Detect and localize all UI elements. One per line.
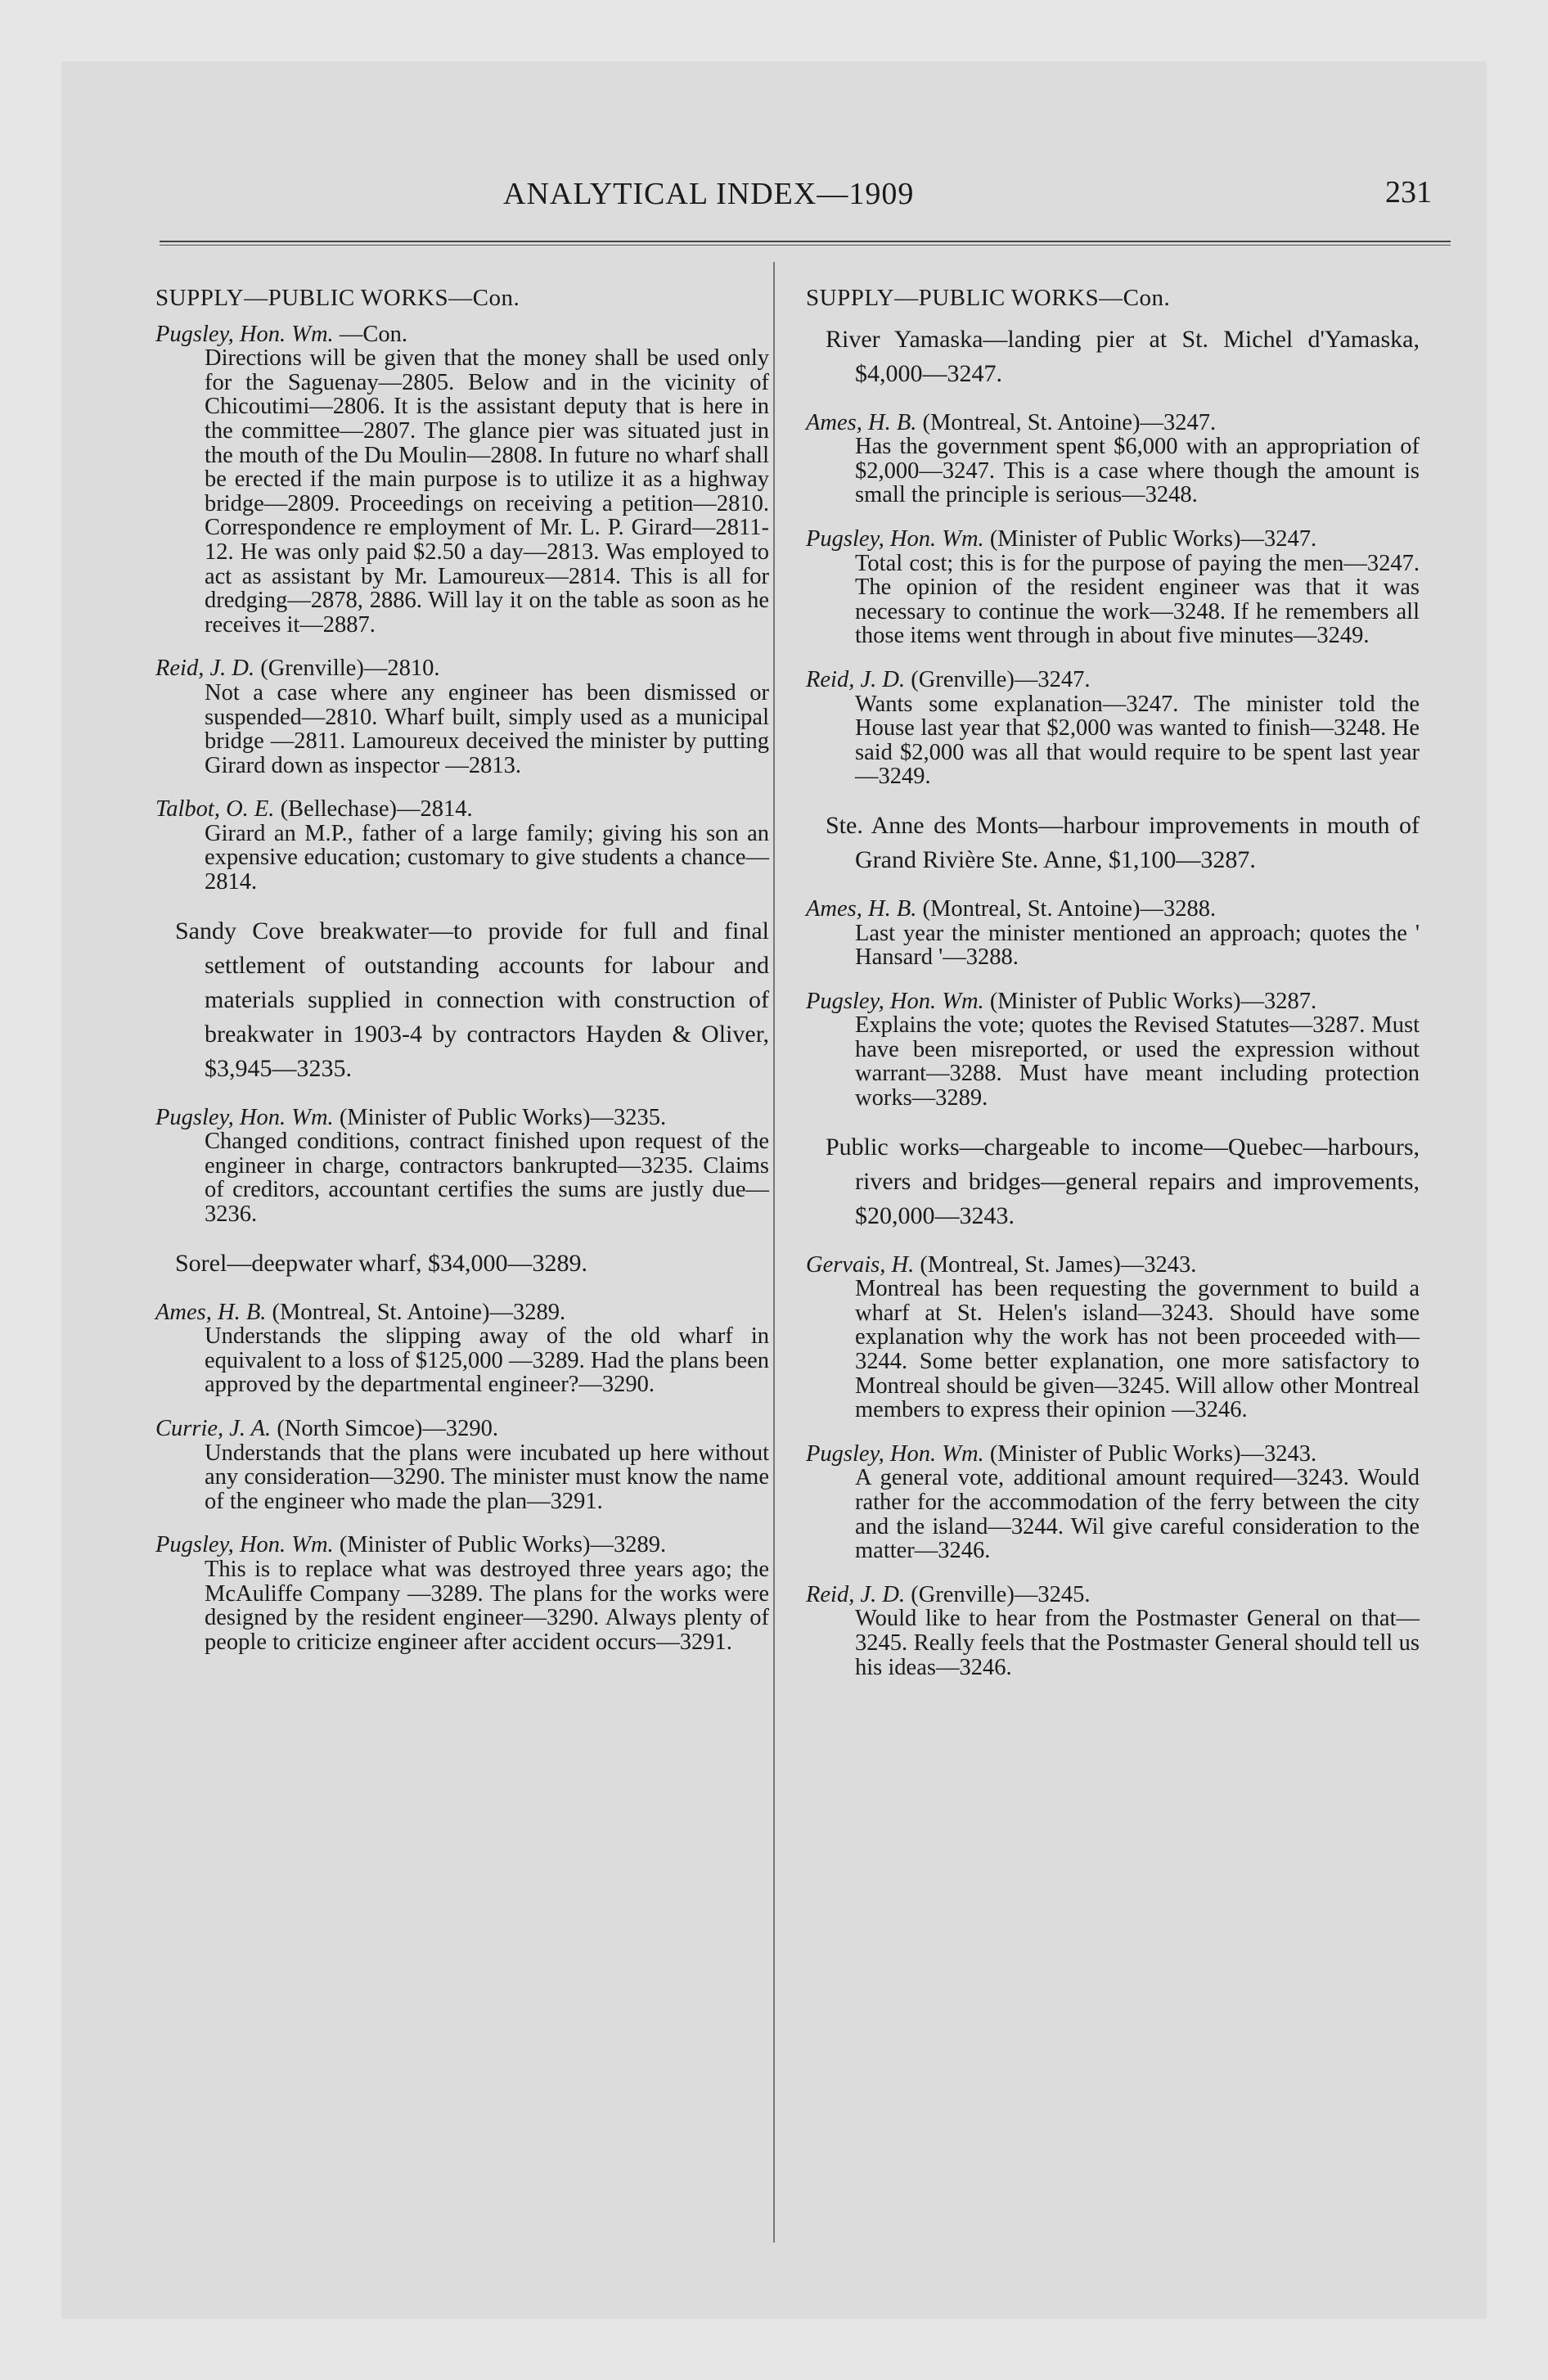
- speaker-line: [155, 322, 769, 347]
- entry-text: Understands that the plans were incubated up here without any consideration—3290. The minister must know the name of the engineer who made the plan—3291.: [205, 1440, 769, 1514]
- right-column: [806, 286, 1420, 1679]
- entry-text: Has the government spent $6,000 with an appropriation of $2,000—3247. This is a case where though the amount is small the principle is serious—3248.: [855, 434, 1420, 508]
- entry-text: Not a case where any engineer has been dismissed or suspended—2810. Wharf built, simply used as a municipal bridge —2811. Lamoureux deceived the minister by putting Girard down as inspector —2813.: [205, 679, 769, 778]
- speaker-name: Pugsley, Hon. Wm.: [806, 1440, 984, 1467]
- speaker-name: Pugsley, Hon. Wm.: [806, 525, 984, 552]
- vote-item: Ste. Anne des Monts—harbour improvements in mouth of Grand Rivière Ste. Anne, $1,100—3287.: [826, 811, 1420, 873]
- speaker-riding: (Minister of Public Works)—3235.: [339, 1104, 667, 1130]
- entry-text: Changed conditions, contract finished upon request of the engineer in charge, contractors bankrupted—3235. Claims of creditors, accountant certifies the sums are justly due—3236.: [205, 1129, 769, 1228]
- speaker-name: Gervais, H.: [806, 1251, 915, 1278]
- page-header-title: ANALYTICAL INDEX—1909: [503, 177, 915, 211]
- speaker-line: [155, 797, 769, 822]
- speaker-line: [155, 1106, 769, 1130]
- entry-text: Understands the slipping away of the old wharf in equivalent to a loss of $125,000 —3289. Had the plans been approved by the departmental engineer?—3290.: [205, 1323, 769, 1398]
- speaker-riding: (Montreal, St. Antoine)—3247.: [922, 409, 1217, 435]
- section-heading: SUPPLY—PUBLIC WORKS—Con.: [806, 285, 1171, 311]
- speaker-riding: (Montreal, St. Antoine)—3289.: [272, 1299, 566, 1325]
- right-entries: [806, 322, 1420, 1680]
- entry-text: Total cost; this is for the purpose of paying the men—3247. The opinion of the resident engineer was that it was necessary to continue the work—3248. If he remembers all those items went through in about five minutes—3249.: [855, 550, 1420, 649]
- entry-text: Explains the vote; quotes the Revised Statutes—3287. Must have been misreported, or used the expression without warrant—3288. Must have meant including protection works—3289.: [855, 1012, 1420, 1111]
- speaker-riding: (Montreal, St. Antoine)—3288.: [922, 895, 1217, 922]
- header-rule: [160, 241, 1451, 242]
- entry-text: Directions will be given that the money shall be used only for the Saguenay—2805. Below and in the vicinity of Chicoutimi—2806. It is the assistant deputy that is here in the committee—2807. The glance pier was situated just in the mouth of the Du Moulin—2808. In future no wharf shall be erected if the main purpose is to utilize it as a highway bridge—2809. Proceedings on receiving a petition—2810. Correspondence re employment of Mr. L. P. Girard—2811-12. He was only paid $2.50 a day—2813. Was employed to act as assistant by Mr. Lamoureux—2814. This is all for dredging—2878, 2886. Will lay it on the table as soon as he receives it—2887.: [205, 345, 769, 638]
- header-rule-thin: [160, 245, 1451, 246]
- speaker-line: [155, 1417, 769, 1441]
- speaker-name: Pugsley, Hon. Wm.: [155, 1104, 334, 1130]
- entry-text: A general vote, additional amount required—3243. Would rather for the accommodation of the ferry between the city and the island—3244. Wil give careful consideration to the matter—3246.: [855, 1465, 1420, 1564]
- vote-item: Public works—chargeable to income—Quebec—harbours, rivers and bridges—general repairs and improvements, $20,000—3243.: [826, 1133, 1420, 1229]
- speaker-name: Ames, H. B.: [806, 409, 917, 435]
- section-heading: SUPPLY—PUBLIC WORKS—Con.: [155, 285, 520, 311]
- speaker-name: Pugsley, Hon. Wm.: [155, 1532, 334, 1558]
- speaker-name: Pugsley, Hon. Wm.: [155, 321, 334, 347]
- speaker-line: [155, 656, 769, 681]
- speaker-line: [806, 989, 1420, 1014]
- entry-text: Girard an M.P., father of a large family; giving his son an expensive education; customary to give students a chance—2814.: [205, 820, 769, 895]
- speaker-riding: (Minister of Public Works)—3287.: [989, 988, 1317, 1014]
- speaker-name: Currie, J. A.: [155, 1416, 272, 1441]
- speaker-line: [155, 1533, 769, 1557]
- speaker-riding: (Bellechase)—2814.: [280, 796, 473, 823]
- speaker-riding: (Grenville)—3245.: [911, 1581, 1091, 1607]
- speaker-riding: (Minister of Public Works)—3289.: [339, 1532, 667, 1558]
- speaker-name: Pugsley, Hon. Wm.: [806, 988, 984, 1014]
- speaker-riding: (Grenville)—3247.: [911, 666, 1091, 692]
- left-column: [155, 286, 769, 1654]
- speaker-line: [806, 1583, 1420, 1607]
- entry-text: Wants some explanation—3247. The minister told the House last year that $2,000 was wanted to finish—3248. He said $2,000 was all that would require to be spent last year—3249.: [855, 691, 1420, 790]
- speaker-name: Ames, H. B.: [806, 895, 917, 922]
- column-divider: [773, 262, 775, 2243]
- vote-item: Sandy Cove breakwater—to provide for full and final settlement of outstanding accounts for labour and materials supplied in connection with construction of breakwater in 1903-4 by contractors Hayden & Oliver, $3,945—3235.: [175, 917, 769, 1082]
- speaker-name: Reid, J. D.: [806, 1581, 906, 1607]
- entry-text: This is to replace what was destroyed three years ago; the McAuliffe Company —3289. The plans for the works were designed by the resident engineer—3290. Always plenty of people to criticize engineer after accident occurs—3291.: [205, 1556, 769, 1655]
- left-entries: [155, 322, 769, 1655]
- speaker-name: Reid, J. D.: [155, 656, 255, 682]
- speaker-line: [806, 1253, 1420, 1278]
- speaker-name: Ames, H. B.: [155, 1299, 267, 1325]
- speaker-riding: (Grenville)—2810.: [260, 656, 440, 682]
- speaker-line: [806, 1442, 1420, 1467]
- entry-text: Would like to hear from the Postmaster General on that—3245. Really feels that the Postmaster General should tell us his ideas—3246.: [855, 1606, 1420, 1680]
- speaker-riding: —Con.: [339, 321, 407, 347]
- speaker-riding: (Montreal, St. James)—3243.: [920, 1251, 1197, 1278]
- speaker-name: Talbot, O. E.: [155, 796, 275, 823]
- entry-text: Last year the minister mentioned an approach; quotes the ' Hansard '—3288.: [855, 920, 1420, 971]
- vote-item: River Yamaska—landing pier at St. Michel d'Yamaska, $4,000—3247.: [826, 325, 1420, 387]
- entry-text: Montreal has been requesting the government to build a wharf at St. Helen's island—3243. Should have some explanation why the work has not been proceeded with—3244. Some better explanation, one more satisfactory to Montreal should be given—3245. Will allow other Montreal members to express their opinion —3246.: [855, 1276, 1420, 1423]
- speaker-riding: (Minister of Public Works)—3243.: [989, 1440, 1317, 1467]
- speaker-line: [806, 527, 1420, 552]
- speaker-line: [806, 897, 1420, 922]
- speaker-riding: (Minister of Public Works)—3247.: [989, 525, 1317, 552]
- speaker-riding: (North Simcoe)—3290.: [277, 1416, 499, 1441]
- index-page: [61, 61, 1487, 2319]
- speaker-line: [806, 668, 1420, 692]
- speaker-line: [155, 1300, 769, 1325]
- page-number: 231: [1385, 175, 1432, 210]
- vote-item: Sorel—deepwater wharf, $34,000—3289.: [175, 1249, 588, 1277]
- speaker-name: Reid, J. D.: [806, 666, 906, 692]
- speaker-line: [806, 411, 1420, 435]
